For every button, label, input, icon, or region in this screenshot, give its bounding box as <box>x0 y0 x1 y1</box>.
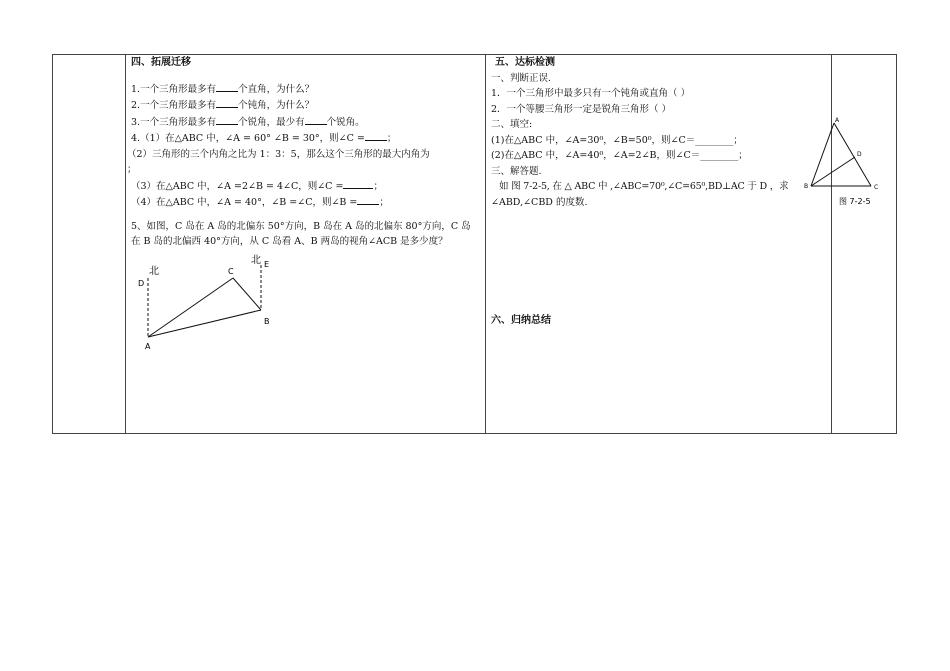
column-divider <box>485 55 486 433</box>
figure-caption: 图 7-2-5 <box>839 197 871 206</box>
fill-item-2: (2)在△ABC 中，∠A=40⁰，∠A=2∠B，则∠C＝________； <box>491 150 748 161</box>
question-5-line-1: 5、如图，C 岛在 A 岛的北偏东 50°方向，B 岛在 A 岛的北偏东 80°方向，C 岛 <box>131 220 471 232</box>
label-c: C <box>228 267 234 276</box>
section-heading: 五、达标检测 <box>495 57 555 68</box>
judge-item-1: 1．一个三角形中最多只有一个钝角或直角（ ） <box>491 88 691 99</box>
label-north-b: 北 <box>251 255 261 266</box>
segment-ac <box>148 278 233 337</box>
label-d: D <box>857 151 862 158</box>
column-divider <box>831 55 832 433</box>
question-4-1: 4.（1）在△ABC 中，∠A = 60° ∠B = 30°，则∠C = ； <box>131 130 483 147</box>
segment-ab <box>811 123 834 186</box>
worksheet-table <box>52 54 897 434</box>
extension-section <box>127 55 483 250</box>
question-1: 1.一个三角形最多有 个直角，为什么？ <box>131 81 483 98</box>
segment-bd <box>811 157 855 186</box>
question-4-3: （3）在△ABC 中，∠A =2∠B = 4∠C，则∠C = ； <box>131 178 483 195</box>
solve-title: 三、解答题. <box>491 165 542 177</box>
question-2: 2.一个三角形最多有 个钝角，为什么？ <box>131 97 483 114</box>
segment-cb <box>233 278 261 310</box>
segment-ab <box>148 310 261 337</box>
judge-item-2: 2．一个等腰三角形一定是锐角三角形（ ） <box>491 103 672 115</box>
segment-ac <box>834 123 871 186</box>
label-north-a: 北 <box>149 266 159 277</box>
label-b: B <box>264 317 270 326</box>
question-4-2-end: ； <box>127 164 137 175</box>
label-c: C <box>874 184 879 191</box>
fill-item-1: (1)在△ABC 中，∠A=30⁰，∠B=50⁰，则∠C＝________； <box>491 134 743 146</box>
judge-title: 一、判断正误. <box>491 72 552 84</box>
assessment-section <box>491 55 827 329</box>
solve-item-line-1: 如 图 7-2-5, 在 △ ABC 中 ,∠ABC=70⁰,∠C=65⁰,BD⊥AC 于 D ，求 <box>499 181 789 192</box>
islands-bearing-diagram <box>131 251 291 351</box>
label-a: A <box>835 117 840 124</box>
solve-item-line-2: ∠ABD,∠CBD 的度数. <box>491 196 588 208</box>
label-a: A <box>145 342 151 351</box>
column-divider <box>125 55 126 433</box>
question-4-2: （2）三角形的三个内角之比为 1：3：5，那么这个三角形的最大内角为 <box>127 148 430 160</box>
label-e: E <box>264 260 270 269</box>
fill-title: 二、填空: <box>491 119 533 130</box>
summary-heading: 六、归纳总结 <box>491 315 551 326</box>
label-d: D <box>138 279 145 288</box>
triangle-figure-7-2-5 <box>791 117 891 209</box>
question-3: 3.一个三角形最多有 个锐角，最少有 个锐角。 <box>131 114 483 131</box>
question-5-line-2: 在 B 岛的北偏西 40°方向，从 C 岛看 A、B 两岛的视角∠ACB 是多少度？ <box>131 236 448 247</box>
question-4-4: （4）在△ABC 中，∠A = 40°，∠B =∠C，则∠B = ； <box>131 194 483 211</box>
section-heading: 四、拓展迁移 <box>131 57 191 68</box>
label-b: B <box>804 183 809 190</box>
